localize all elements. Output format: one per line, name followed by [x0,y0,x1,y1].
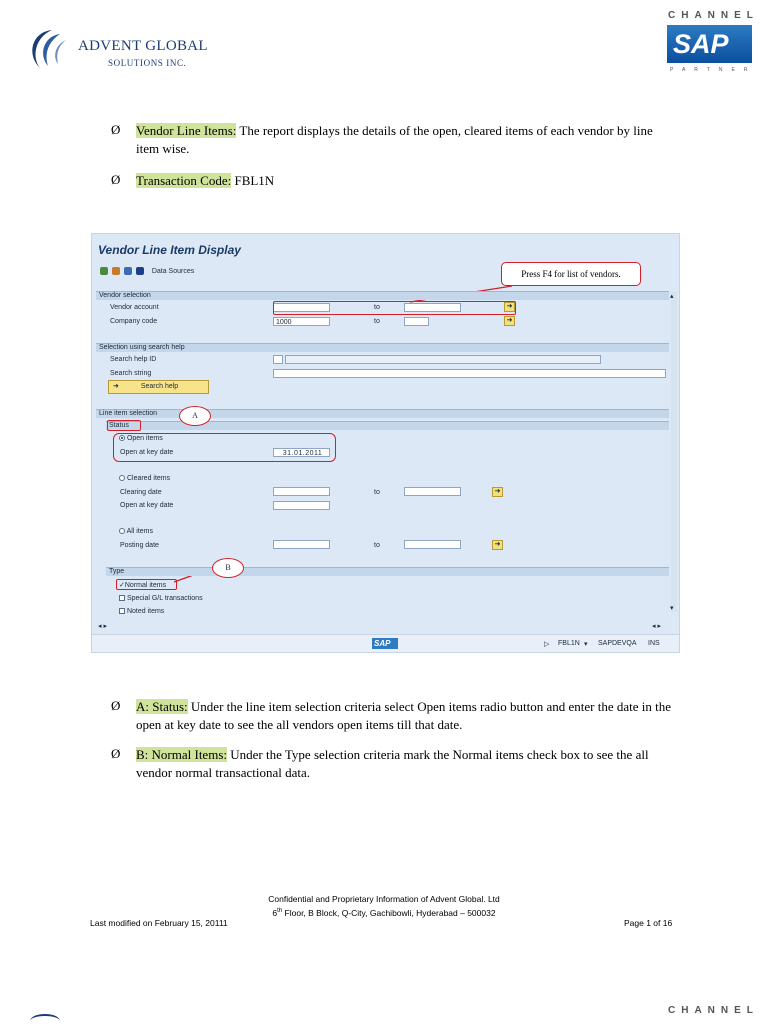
company-subtitle: SOLUTIONS INC. [108,58,187,68]
sap-screen-title: Vendor Line Item Display [98,243,241,257]
status-tcode: FBL1N [558,640,580,647]
status-play-icon[interactable]: ▷ [544,641,550,648]
scroll-down-icon[interactable]: ▾ [670,605,674,612]
status-system: SAPDEVQA [598,640,637,647]
search-help-id-description [285,355,601,364]
item-text: FBL1N [231,173,275,188]
search-help-group-header: Selection using search help [96,343,669,352]
company-code-input[interactable]: 1000 [273,317,330,326]
multiple-selection-icon[interactable]: ➜ [504,302,515,312]
footer-confidential [234,893,534,919]
next-page-logo-fragment [30,1014,60,1028]
advent-global-logo [22,24,222,80]
status-dropdown-icon[interactable]: ▾ [584,641,588,648]
note-text: Under the Type selection criteria mark the Normal items check box to see the all vendor normal transactional data. [136,747,649,780]
line-item-selection-header: Line item selection [96,409,669,418]
type-subgroup [106,567,669,576]
company-code-to-input[interactable] [404,317,429,326]
to-label: to [374,318,380,325]
sap-screenshot [91,233,680,653]
highlight-label: A: Status: [136,699,188,714]
status-highlight [107,420,141,431]
sap-channel-text: CHANNEL [668,10,759,21]
all-items-radio[interactable] [119,528,153,535]
status-label: Status [109,422,129,429]
vendor-account-label: Vendor account [110,304,159,311]
bullet-symbol: Ø [111,698,121,713]
sap-logo-text: SAP [673,29,729,59]
search-string-input[interactable] [273,369,666,378]
f4-callout: Press F4 for list of vendors. [501,262,641,286]
search-string-label: Search string [110,370,152,377]
intro-item-vendor-line-items [136,122,671,158]
noted-items-checkbox[interactable] [119,608,164,615]
footer-address: 6th Floor, B Block, Q-City, Gachibowli, Hyderabad – 500032 [272,907,496,918]
noted-items-label: Noted items [126,608,165,615]
sap-status-logo: SAP [372,638,398,649]
open-at-key-date-2-label: Open at key date [120,502,174,509]
search-help-id-label: Search help ID [110,356,157,363]
normal-items-highlight [116,579,177,590]
posting-date-label: Posting date [120,542,159,549]
to-label: to [374,489,380,496]
radio-unselected-icon [119,475,125,481]
search-help-button-label: Search help [140,383,179,390]
special-gl-checkbox[interactable] [119,595,203,602]
marker-b: B [212,558,244,578]
to-label: to [374,304,380,311]
note-text: Under the line item selection criteria select Open items radio button and enter the date in the open at key date to see the all vendors open items till that date. [136,699,672,732]
vendor-account-highlight [273,301,516,315]
highlight-label: Transaction Code: [136,173,232,188]
advent-swoosh-icon [22,24,72,80]
footer-page-number: Page 1 of 16 [624,918,673,928]
highlight-label: Vendor Line Items: [136,123,237,138]
item-text: The report displays the details of the open, cleared items of each vendor by line item wise. [136,123,653,156]
vendor-selection-header: Vendor selection [96,291,669,300]
sap-logo [667,25,752,63]
all-items-label: All items [126,528,154,535]
clearing-date-label: Clearing date [120,489,162,496]
footer-last-modified: Last modified on February 15, 20111 [90,918,228,928]
type-label: Type [109,568,125,575]
posting-date-to-input[interactable] [404,540,461,549]
company-name: ADVENT GLOBAL [78,38,208,54]
radio-unselected-icon [119,528,125,534]
next-page-sap-channel: CHANNEL [668,1005,759,1016]
normal-items-label: Normal items [124,582,167,589]
sap-status-bar [92,634,679,653]
multiple-selection-icon[interactable]: ➜ [492,540,503,550]
footer-line1: Confidential and Proprietary Information of Advent Global. Ltd [268,894,500,904]
data-sources-button[interactable]: Data Sources [151,267,195,275]
checkbox-icon [119,595,125,601]
note-b-normal-items [136,746,671,782]
special-gl-label: Special G/L transactions [126,595,203,602]
open-at-key-date-label: Open at key date [120,449,174,456]
vertical-scrollbar[interactable] [671,292,677,612]
checkbox-icon [119,608,125,614]
bullet-symbol: Ø [111,122,121,137]
scroll-up-icon[interactable]: ▴ [670,293,674,300]
to-label: to [374,542,380,549]
company-code-label: Company code [110,318,158,325]
open-items-label: Open items [126,435,163,442]
clearing-date-from-input[interactable] [273,487,330,496]
cleared-items-radio[interactable] [119,475,170,482]
search-help-button[interactable] [108,380,209,394]
open-items-highlight [113,433,336,462]
note-a-status [136,698,671,734]
bullet-symbol: Ø [111,172,121,187]
sap-partner-text: PARTNER [670,67,757,73]
scroll-left-icon[interactable]: ◂ ▸ [98,623,107,630]
arrow-icon: ➜ [113,383,119,390]
posting-date-from-input[interactable] [273,540,330,549]
intro-item-transaction-code [136,172,671,190]
multiple-selection-icon[interactable]: ➜ [504,316,515,326]
marker-a: A [179,406,211,426]
bullet-symbol: Ø [111,746,121,761]
multiple-selection-icon[interactable]: ➜ [492,487,503,497]
open-at-key-date-input[interactable]: 31.01.2011 [273,448,330,457]
search-help-id-input[interactable] [273,355,283,364]
checkmark-icon: ✓ [119,582,125,589]
highlight-label: B: Normal Items: [136,747,227,762]
scroll-right-icon[interactable]: ◂ ▸ [652,623,661,630]
status-mode: INS [648,640,660,647]
cleared-items-label: Cleared items [126,475,171,482]
open-at-key-date-2-input[interactable] [273,501,330,510]
clearing-date-to-input[interactable] [404,487,461,496]
